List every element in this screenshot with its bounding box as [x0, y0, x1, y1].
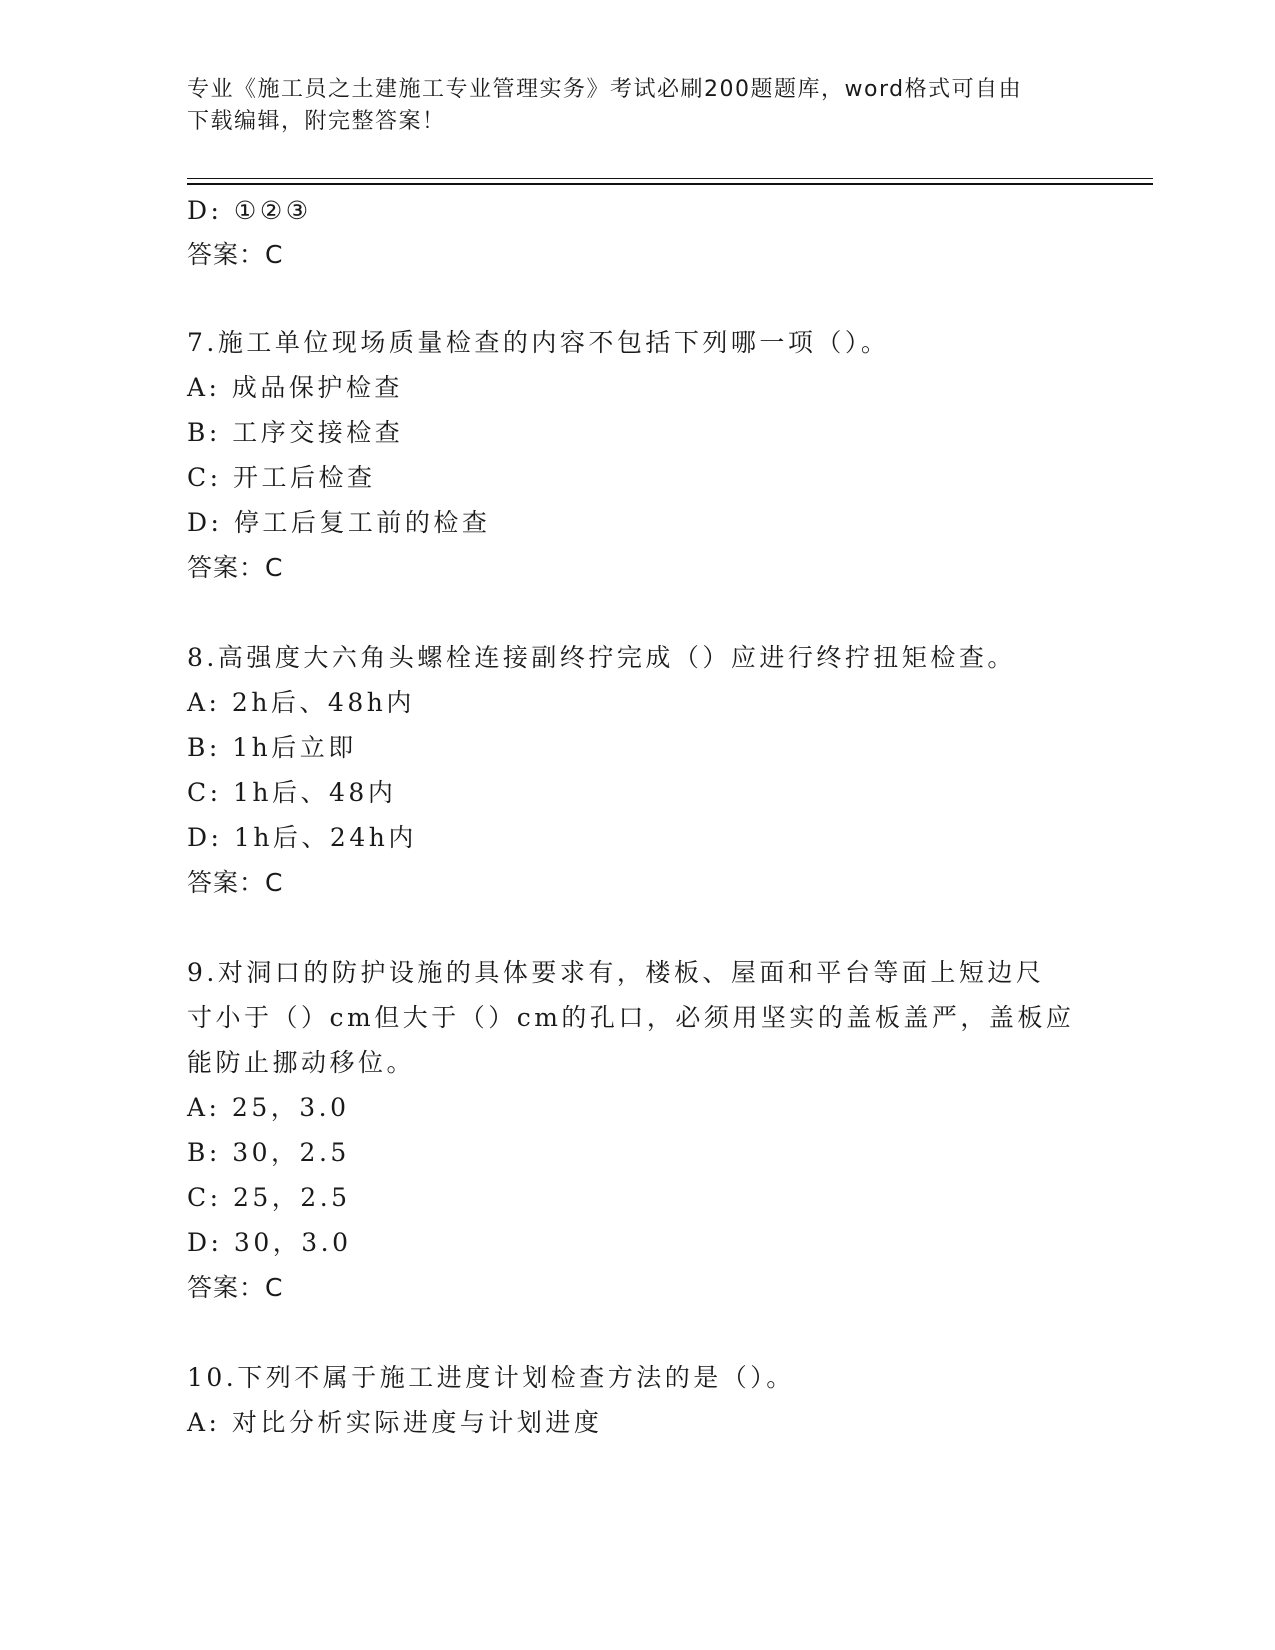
q9-stem-line-3: 能防止挪动移位。 — [187, 1048, 416, 1077]
q7-option-c: C: 开工后检查 — [187, 463, 376, 492]
q8-option-c: C: 1h后、48内 — [187, 778, 397, 807]
q10-option-a: A: 对比分析实际进度与计划进度 — [187, 1408, 603, 1437]
q10-stem: 10.下列不属于施工进度计划检查方法的是（）。 — [187, 1363, 795, 1392]
q7-answer: 答案：C — [187, 553, 284, 582]
q9-answer: 答案：C — [187, 1273, 284, 1302]
q9-option-c: C: 25，2.5 — [187, 1183, 351, 1212]
prev-answer: 答案：C — [187, 240, 284, 269]
q7-stem: 7.施工单位现场质量检查的内容不包括下列哪一项（）。 — [187, 328, 890, 357]
q7-option-b: B: 工序交接检查 — [187, 418, 404, 447]
q8-option-d: D: 1h后、24h内 — [187, 823, 417, 852]
q9-option-b: B: 30，2.5 — [187, 1138, 350, 1167]
document-header — [187, 74, 1087, 138]
header-line-1: 专业《施工员之土建施工专业管理实务》考试必刷200题题库，word格式可自由 — [187, 77, 1023, 102]
q8-answer: 答案：C — [187, 868, 284, 897]
q7-option-a: A: 成品保护检查 — [187, 373, 403, 402]
q8-option-a: A: 2h后、48h内 — [187, 688, 415, 717]
q9-option-d: D: 30，3.0 — [187, 1228, 352, 1257]
q9-stem-line-2: 寸小于（）cm但大于（）cm的孔口，必须用坚实的盖板盖严，盖板应 — [187, 1003, 1075, 1032]
header-divider-thin — [187, 178, 1153, 179]
header-divider-thick — [187, 183, 1153, 185]
q9-option-a: A: 25，3.0 — [187, 1093, 350, 1122]
q7-option-d: D: 停工后复工前的检查 — [187, 508, 491, 537]
q9-stem-line-1: 9.对洞口的防护设施的具体要求有，楼板、屋面和平台等面上短边尺 — [187, 958, 1045, 987]
prev-option-d: D: ①②③ — [187, 196, 312, 225]
q8-option-b: B: 1h后立即 — [187, 733, 357, 762]
header-line-2: 下载编辑，附完整答案！ — [187, 109, 446, 134]
q8-stem: 8.高强度大六角头螺栓连接副终拧完成（）应进行终拧扭矩检查。 — [187, 643, 1016, 672]
